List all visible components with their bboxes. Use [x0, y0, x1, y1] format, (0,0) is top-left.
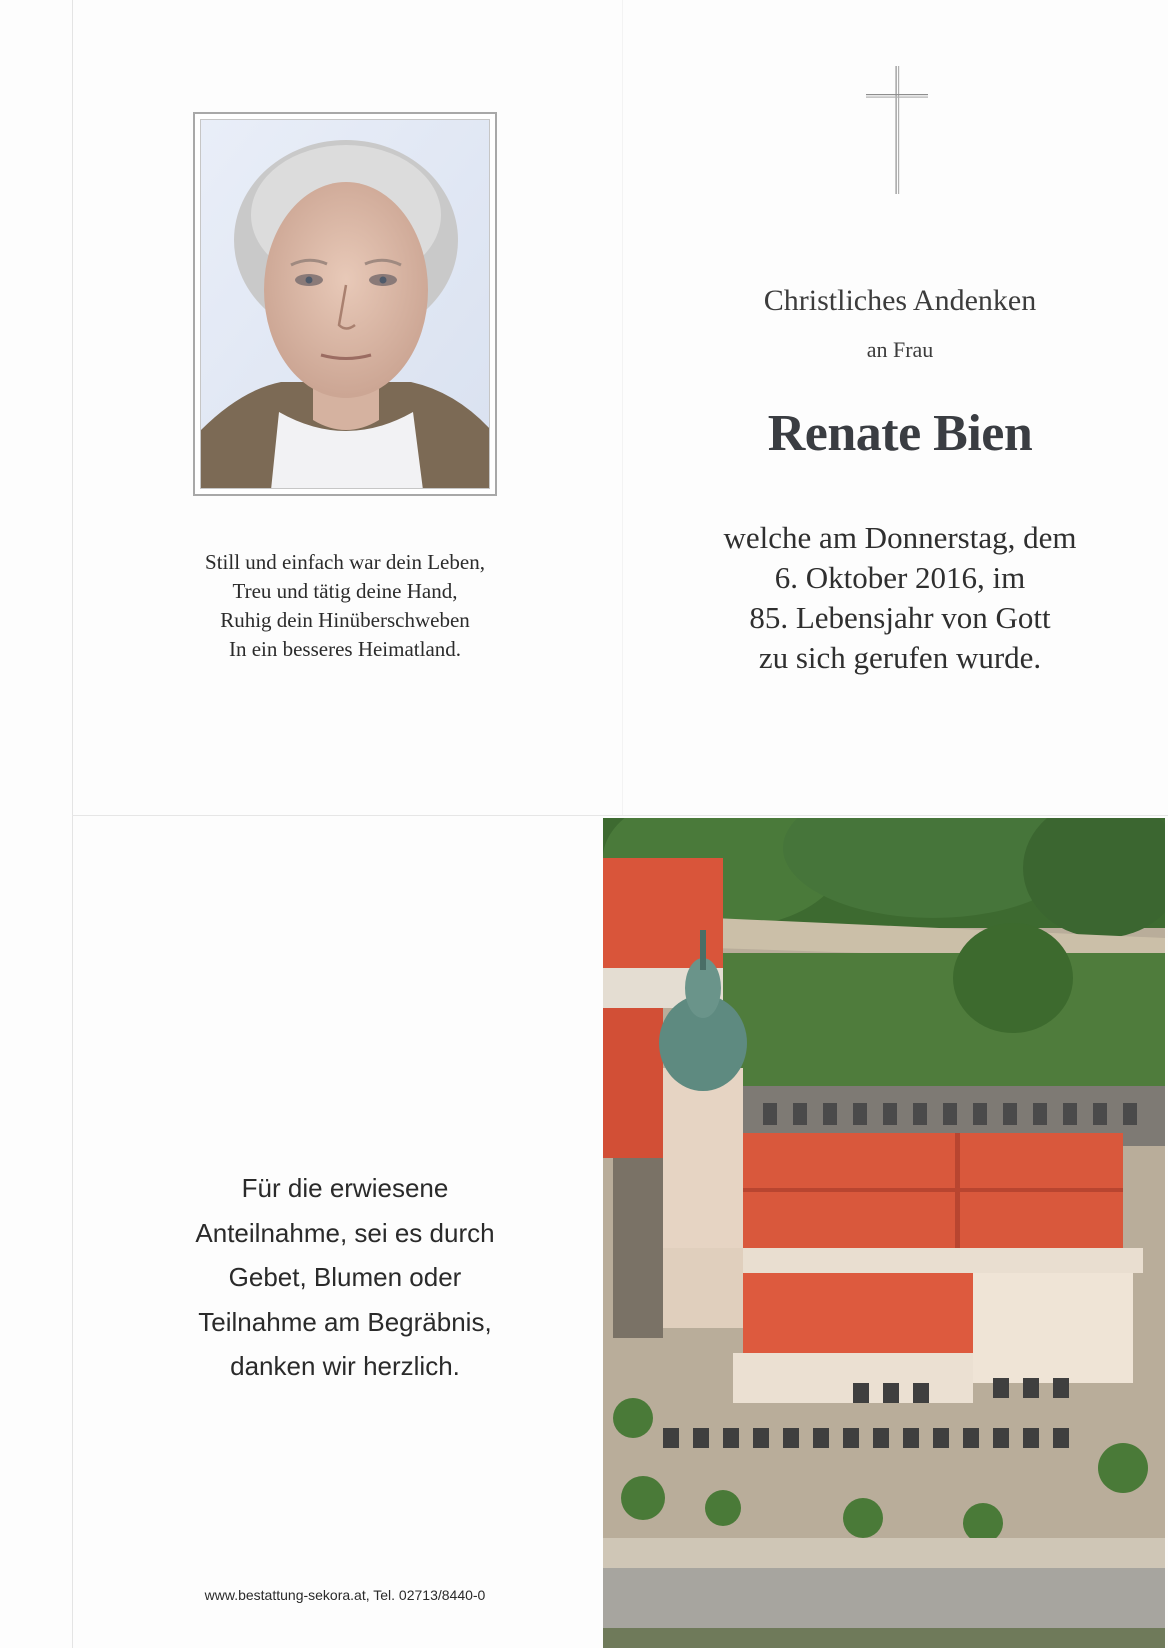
thanks-line: danken wir herzlich.: [230, 1351, 460, 1381]
thanks-text: [150, 1166, 540, 1389]
funeral-home-contact: www.bestattung-sekora.at, Tel. 02713/8440-0: [204, 1587, 486, 1603]
poem-line: Treu und tätig deine Hand,: [232, 579, 458, 603]
salutation: an Frau: [866, 337, 934, 362]
portrait-frame: [193, 112, 497, 496]
church-aerial-photo: [603, 818, 1165, 1648]
fold-line-horizontal: [72, 815, 1168, 816]
thanks-line: Teilnahme am Begräbnis,: [198, 1306, 492, 1337]
death-line: welche am Donnerstag, dem: [723, 520, 1077, 555]
fold-line-center: [622, 0, 623, 815]
thanks-line: Anteilnahme, sei es durch: [195, 1217, 495, 1248]
death-notice: [680, 518, 1120, 678]
fold-line-vertical: [72, 0, 73, 1648]
death-line: zu sich gerufen wurde.: [758, 640, 1042, 675]
death-line: 6. Oktober 2016, im: [774, 560, 1026, 595]
deceased-name: Renate Bien: [767, 405, 1033, 462]
portrait-photo: [200, 119, 490, 489]
poem: [150, 548, 540, 664]
poem-line: Ruhig dein Hinüberschweben: [220, 608, 470, 632]
heading: Christliches Andenken: [763, 284, 1037, 317]
death-line: 85. Lebensjahr von Gott: [749, 600, 1051, 635]
cross-icon: [866, 66, 928, 194]
poem-line: Still und einfach war dein Leben,: [205, 550, 485, 574]
thanks-line: Gebet, Blumen oder: [228, 1262, 462, 1292]
poem-line: In ein besseres Heimatland.: [228, 637, 462, 661]
thanks-line: Für die erwiesene: [241, 1173, 449, 1203]
